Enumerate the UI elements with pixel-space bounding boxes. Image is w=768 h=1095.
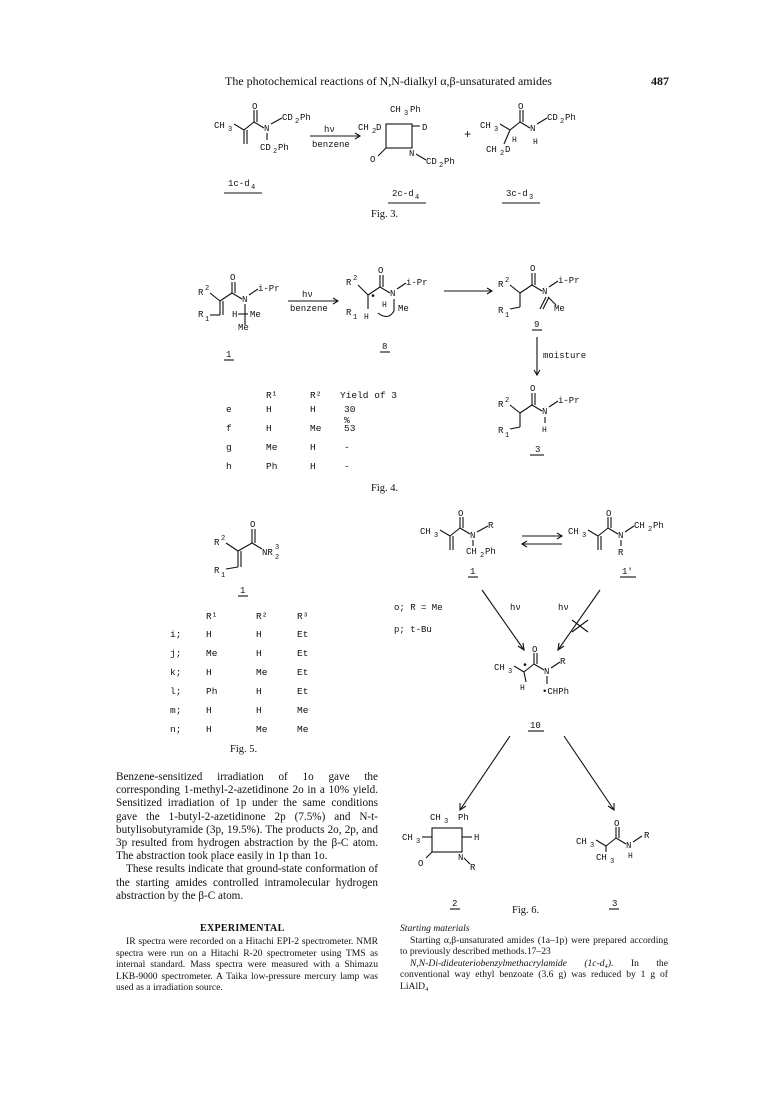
svg-text:H: H <box>542 426 547 435</box>
svg-text:2: 2 <box>648 526 653 534</box>
fig5-cell-r2: Me <box>256 724 268 735</box>
svg-text:R: R <box>498 426 504 436</box>
fig4-cell-yield: - <box>344 442 350 453</box>
svg-text:CH: CH <box>358 123 369 133</box>
fig4-cell-r1: H <box>266 404 272 415</box>
fig5-cell-r3: Et <box>297 667 309 678</box>
svg-text:D: D <box>376 123 382 133</box>
fig6-label-3: 3 <box>612 899 618 909</box>
fig3-plus: + <box>464 128 472 142</box>
svg-text:Ph: Ph <box>653 521 664 531</box>
svg-text:2: 2 <box>221 535 226 543</box>
svg-text:CH: CH <box>480 121 491 131</box>
svg-text:Ph: Ph <box>485 547 496 557</box>
svg-text:O: O <box>518 102 524 112</box>
fig5-cell-r3: Et <box>297 648 309 659</box>
svg-text:2: 2 <box>505 397 510 405</box>
svg-text:CD: CD <box>426 157 437 167</box>
svg-text:CH: CH <box>430 813 441 823</box>
svg-text:D: D <box>505 145 511 155</box>
fig6-products <box>400 810 700 920</box>
svg-text:N: N <box>542 287 548 297</box>
svg-text:CD: CD <box>260 143 271 153</box>
svg-text:O: O <box>532 645 538 655</box>
svg-text:Ph: Ph <box>444 157 455 167</box>
svg-text:2: 2 <box>439 162 444 170</box>
fig5-label-1: 1 <box>240 586 246 596</box>
svg-text:3: 3 <box>434 532 439 540</box>
fig4-cell-r2: H <box>310 461 316 472</box>
fig5-caption: Fig. 5. <box>230 744 258 755</box>
results-paragraph-2: These results indicate that ground-state conformation of the starting amides controlled intramolecular hydrogen abstraction by the β-C atom. <box>116 863 378 902</box>
fig5-cell-id: k; <box>170 667 182 678</box>
fig5-cell-r3: Et <box>297 629 309 640</box>
fig6-label-1p: 1' <box>622 567 633 577</box>
fig5-cell-r1: Ph <box>206 686 218 697</box>
running-title: The photochemical reactions of N,N-dialkyl α,β-unsaturated amides <box>225 74 552 88</box>
svg-text:3: 3 <box>508 668 513 676</box>
svg-text:O: O <box>614 819 620 829</box>
fig5-cell-r2: H <box>256 648 262 659</box>
fig3-label-1c: 1c-d <box>228 179 250 189</box>
fig4-label-3: 3 <box>535 445 541 455</box>
svg-text:H: H <box>533 138 538 147</box>
fig5-table-row <box>170 724 320 743</box>
svg-text:CH: CH <box>486 145 497 155</box>
fig3-label-2c: 2c-d <box>392 189 414 199</box>
svg-text:3: 3 <box>404 110 409 118</box>
svg-text:R: R <box>498 400 504 410</box>
fig5-table-row <box>170 667 320 686</box>
fig4-arrow-top: hν <box>302 290 313 300</box>
fig5-table-row <box>170 705 320 724</box>
fig5-cell-r2: H <box>256 629 262 640</box>
svg-text:3: 3 <box>582 532 587 540</box>
fig5-head-r3: R³ <box>297 611 309 622</box>
svg-text:2: 2 <box>505 277 510 285</box>
fig5-structure <box>210 515 300 600</box>
svg-text:Ph: Ph <box>458 813 469 823</box>
svg-text:2: 2 <box>295 118 300 126</box>
fig5-cell-id: j; <box>170 648 182 659</box>
fig4-head-yield: Yield of 3 <box>340 390 398 401</box>
svg-text:3: 3 <box>416 838 421 846</box>
svg-text:CH: CH <box>420 527 431 537</box>
fig5-cell-r2: Me <box>256 667 268 678</box>
svg-text:1: 1 <box>221 572 226 580</box>
svg-text:N: N <box>530 124 536 134</box>
svg-text:R: R <box>198 310 204 320</box>
svg-text:N: N <box>390 289 396 299</box>
svg-text:R: R <box>214 538 220 548</box>
svg-text:O: O <box>530 264 536 274</box>
fig4-scheme <box>192 255 612 470</box>
fig6-scheme <box>392 510 692 850</box>
svg-text:N: N <box>242 295 248 305</box>
svg-text:O: O <box>252 102 258 112</box>
fig6-caption: Fig. 6. <box>512 905 540 916</box>
fig6-hv-right: hν <box>558 603 569 613</box>
svg-text:CH: CH <box>596 853 607 863</box>
svg-text:i-Pr: i-Pr <box>406 278 428 288</box>
fig4-cell-yield: 30 % <box>344 404 356 426</box>
svg-text:CH: CH <box>402 833 413 843</box>
svg-text:N: N <box>542 407 548 417</box>
fig4-cell-r2: H <box>310 404 316 415</box>
fig3-arrow-top: hν <box>324 125 335 135</box>
svg-text:3: 3 <box>610 858 615 866</box>
svg-text:•CHPh: •CHPh <box>542 687 570 697</box>
svg-text:Ph: Ph <box>565 113 576 123</box>
svg-text:2: 2 <box>372 128 377 136</box>
svg-text:N: N <box>618 531 624 541</box>
svg-text:O: O <box>250 520 256 530</box>
svg-text:O: O <box>530 384 536 394</box>
svg-text:•: • <box>370 292 377 303</box>
svg-text:H: H <box>232 310 238 320</box>
svg-text:R: R <box>470 863 476 873</box>
fig4-cell-id: g <box>226 442 232 453</box>
svg-text:3: 3 <box>444 818 449 826</box>
svg-text:CH: CH <box>390 105 401 115</box>
svg-text:CH: CH <box>634 521 645 531</box>
svg-text:N: N <box>544 667 550 677</box>
fig5-cell-r3: Me <box>297 705 309 716</box>
fig4-label-9: 9 <box>534 320 540 330</box>
svg-text:H: H <box>364 313 369 322</box>
svg-text:Me: Me <box>554 304 565 314</box>
svg-text:2: 2 <box>273 148 278 156</box>
fig6-label-1: 1 <box>470 567 476 577</box>
fig5-table-row <box>170 648 320 667</box>
results-paragraph-1: Benzene-sensitized irradiation of 1o gave the corresponding 1-methyl-2-azetidinone 2o in a 10% yield. Sensitized irradiation of 1p under the same conditions gave the 1-butyl-2-azetidinone 2p (7.5%) and N-t-butylisobutyramide (3p, 19.5%). The products 2o, 2p, and 3p resulted from hydrogen abstraction by the β-C atom. The abstraction took place easily in 1p than 1o. <box>116 771 378 863</box>
svg-text:2: 2 <box>205 285 210 293</box>
svg-text:NR: NR <box>262 548 273 558</box>
svg-text:3: 3 <box>228 126 233 134</box>
svg-text:i-Pr: i-Pr <box>258 284 280 294</box>
fig6-label-10: 10 <box>530 721 541 731</box>
svg-text:O: O <box>418 859 424 869</box>
fig4-cell-id: e <box>226 404 232 415</box>
svg-text:CH: CH <box>576 837 587 847</box>
fig5-cell-r2: H <box>256 705 262 716</box>
fig4-cell-r1: H <box>266 423 272 434</box>
svg-text:Me: Me <box>250 310 261 320</box>
fig4-moisture: moisture <box>543 351 587 361</box>
svg-text:N: N <box>458 853 464 863</box>
fig3-label-1c-sub: 4 <box>251 184 256 192</box>
svg-text:2: 2 <box>500 150 505 158</box>
fig5-cell-id: l; <box>170 686 182 697</box>
fig5-cell-r1: H <box>206 724 212 735</box>
starting-materials-section <box>400 923 668 993</box>
experimental-heading: EXPERIMENTAL <box>200 923 285 934</box>
svg-text:1: 1 <box>205 316 210 324</box>
starting-paragraph-2 <box>400 958 668 993</box>
svg-text:CD: CD <box>282 113 293 123</box>
fig4-label-1: 1 <box>226 350 232 360</box>
svg-text:2: 2 <box>275 554 280 562</box>
fig6-label-2: 2 <box>452 899 458 909</box>
fig4-head-r1: R¹ <box>266 390 278 401</box>
svg-text:3: 3 <box>275 544 280 552</box>
fig6-subst-o: o; R = Me <box>394 603 443 613</box>
fig4-cell-yield: 53 <box>344 423 356 434</box>
svg-text:Ph: Ph <box>278 143 289 153</box>
fig5-cell-r1: H <box>206 705 212 716</box>
svg-text:CH: CH <box>568 527 579 537</box>
fig6-hv-left: hν <box>510 603 521 613</box>
svg-text:2: 2 <box>560 118 565 126</box>
svg-text:2: 2 <box>480 552 485 560</box>
svg-text:Me: Me <box>398 304 409 314</box>
fig5-cell-r1: H <box>206 667 212 678</box>
svg-text:1: 1 <box>353 314 358 322</box>
svg-text:N: N <box>409 149 415 159</box>
fig4-cell-r1: Me <box>266 442 278 453</box>
svg-text:R: R <box>346 278 352 288</box>
svg-text:Me: Me <box>238 323 249 333</box>
fig5-head-r2: R² <box>256 611 268 622</box>
starting-paragraph-2-text: In the conventional way ethyl benzoate (3.6 g) was reduced by 1 g of LiAlD₄ <box>400 957 668 992</box>
svg-text:O: O <box>370 155 376 165</box>
fig5-cell-r1: H <box>206 629 212 640</box>
svg-text:H: H <box>520 684 525 693</box>
svg-text:3: 3 <box>590 842 595 850</box>
fig5-table-row <box>170 629 320 648</box>
fig3-arrow-bottom: benzene <box>312 140 350 150</box>
fig5-table-row <box>170 686 320 705</box>
fig4-label-8: 8 <box>382 342 388 352</box>
svg-text:1: 1 <box>505 432 510 440</box>
svg-text:R: R <box>214 566 220 576</box>
svg-text:CD: CD <box>547 113 558 123</box>
page-number: 487 <box>651 74 669 88</box>
fig3-label-3c-sub: 3 <box>529 194 534 202</box>
svg-text:O: O <box>230 273 236 283</box>
svg-text:3: 3 <box>494 126 499 134</box>
svg-text:CH: CH <box>494 663 505 673</box>
svg-text:H: H <box>628 852 633 861</box>
fig5-cell-r3: Me <box>297 724 309 735</box>
fig4-head-r2: R² <box>310 390 322 401</box>
fig4-arrow-bottom: benzene <box>290 304 328 314</box>
fig4-cell-yield: - <box>344 461 350 472</box>
svg-text:R: R <box>644 831 650 841</box>
fig4-caption: Fig. 4. <box>371 483 399 494</box>
svg-text:R: R <box>618 548 624 558</box>
svg-text:O: O <box>378 266 384 276</box>
fig4-cell-id: f <box>226 423 232 434</box>
fig3-scheme <box>200 100 580 210</box>
svg-text:CH: CH <box>466 547 477 557</box>
fig5-cell-id: n; <box>170 724 182 735</box>
svg-text:D: D <box>422 123 428 133</box>
fig3-caption: Fig. 3. <box>371 209 399 220</box>
svg-text:i-Pr: i-Pr <box>558 396 580 406</box>
fig5-table <box>170 611 320 743</box>
svg-text:R: R <box>498 280 504 290</box>
svg-text:i-Pr: i-Pr <box>558 276 580 286</box>
fig5-cell-r3: Et <box>297 686 309 697</box>
svg-text:R: R <box>198 288 204 298</box>
fig5-cell-r1: Me <box>206 648 218 659</box>
svg-text:R: R <box>498 306 504 316</box>
svg-text:H: H <box>474 833 480 843</box>
fig4-cell-id: h <box>226 461 232 472</box>
svg-text:N: N <box>626 841 632 851</box>
fig5-cell-r2: H <box>256 686 262 697</box>
svg-text:Ph: Ph <box>410 105 421 115</box>
fig3-label-3c: 3c-d <box>506 189 528 199</box>
fig4-cell-r2: H <box>310 442 316 453</box>
svg-text:O: O <box>606 510 612 519</box>
svg-text:2: 2 <box>353 275 358 283</box>
svg-text:R: R <box>560 657 566 667</box>
svg-text:CH: CH <box>214 121 225 131</box>
svg-text:R: R <box>346 308 352 318</box>
fig4-cell-r2: Me <box>310 423 322 434</box>
svg-text:H: H <box>512 136 517 145</box>
svg-text:O: O <box>458 510 464 519</box>
fig6-subst-p: p; t-Bu <box>394 625 432 635</box>
fig5-head-r1: R¹ <box>206 611 218 622</box>
fig3-label-2c-sub: 4 <box>415 194 420 202</box>
starting-paragraph-1: Starting α,β-unsaturated amides (1a–1p) were prepared according to previously described methods.17–23 <box>400 934 668 958</box>
results-text <box>116 771 378 903</box>
svg-text:N: N <box>264 124 270 134</box>
starting-compound-title: N,N-Di-dideuteriobenzylmethacrylamide (1c-d₄). <box>410 957 614 969</box>
fig5-cell-id: i; <box>170 629 182 640</box>
svg-text:R: R <box>488 521 494 531</box>
fig4-cell-r1: Ph <box>266 461 278 472</box>
svg-text:H: H <box>382 301 387 310</box>
svg-text:Ph: Ph <box>300 113 311 123</box>
starting-materials-heading: Starting materials <box>400 923 470 934</box>
svg-text:N: N <box>470 531 476 541</box>
experimental-paragraph: IR spectra were recorded on a Hitachi EPI-2 spectrometer. NMR spectra were run on a Hitachi R-20 spectrometer using TMS as internal standard. Mass spectra were measured with a Shimazu LKB-9000 spectrometer. A Taika low-pressure mercury lamp was used as a irradiation source. <box>116 936 378 994</box>
svg-text:•: • <box>522 661 529 672</box>
svg-text:1: 1 <box>505 312 510 320</box>
experimental-text <box>116 936 378 994</box>
fig5-cell-id: m; <box>170 705 182 716</box>
